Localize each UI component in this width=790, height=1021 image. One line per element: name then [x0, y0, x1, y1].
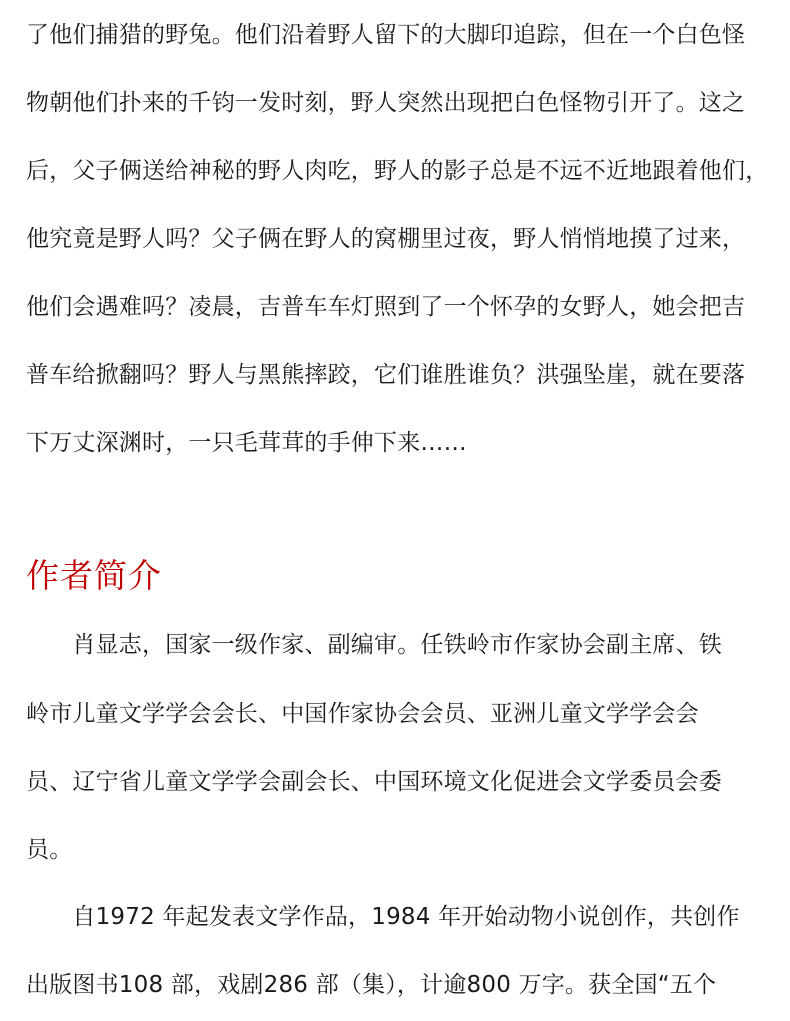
text-line: 普车给掀翻吗？野人与黑熊摔跤，它们谁胜谁负？洪强坠崖，就在要落: [26, 362, 746, 388]
text-line: 了他们捕猎的野兔。他们沿着野人留下的大脚印追踪，但在一个白色怪: [26, 22, 746, 48]
text-line: 员、辽宁省儿童文学学会副会长、中国环境文化促进会文学委员会委: [26, 769, 722, 795]
text-line: 员。: [26, 837, 73, 863]
text-line: 他究竟是野人吗？父子俩在野人的窝棚里过夜，野人悄悄地摸了过来，: [26, 226, 746, 252]
text-line: 物朝他们扑来的千钧一发时刻，野人突然出现把白色怪物引开了。这之: [26, 90, 746, 116]
text-line: 后，父子俩送给神秘的野人肉吃，野人的影子总是不远不近地跟着他们，: [26, 158, 769, 184]
text-line: 自1972 年起发表文学作品，1984 年开始动物小说创作，共创作: [26, 904, 740, 930]
text-line: 岭市儿童文学学会会长、中国作家协会会员、亚洲儿童文学学会会: [26, 701, 699, 727]
text-line: 他们会遇难吗？凌晨，吉普车车灯照到了一个怀孕的女野人，她会把吉: [26, 294, 746, 320]
text-line: 肖显志，国家一级作家、副编审。任铁岭市作家协会副主席、铁: [26, 632, 722, 658]
text-line: 下万丈深渊时，一只毛茸茸的手伸下来……: [26, 430, 467, 456]
text-line: 出版图书108 部，戏剧286 部（集），计逾800 万字。获全国“五个: [26, 972, 717, 998]
section-heading: 作者简介: [26, 556, 162, 595]
